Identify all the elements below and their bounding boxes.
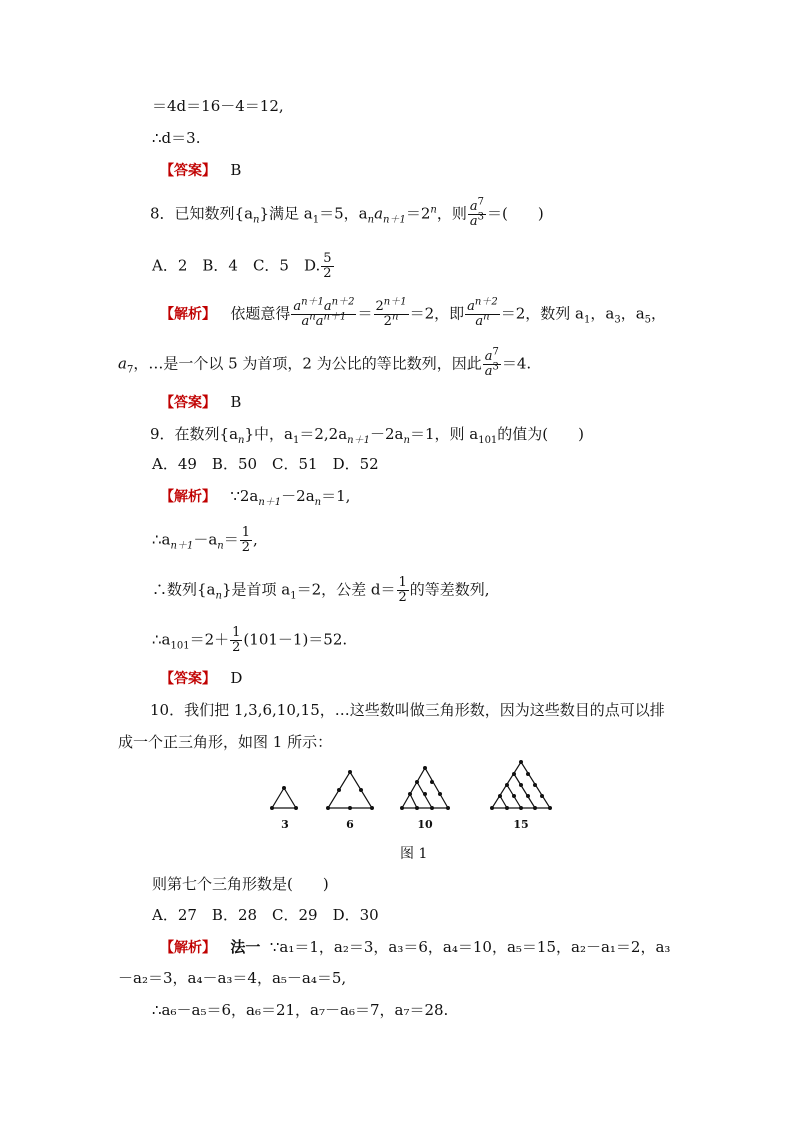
q7-answer-line: 【答案】 B <box>160 161 242 179</box>
q10-options: A．27 B．28 C．29 D．30 <box>152 906 379 924</box>
q9-options: A．49 B．50 C．51 D．52 <box>152 455 379 473</box>
figure-label-15: 15 <box>513 818 529 831</box>
triangle-dots <box>270 760 552 810</box>
q10-question: 则第七个三角形数是( ) <box>152 875 329 893</box>
q9-stem: 9．在数列$\{a_n\}$中，$a_1=2,2a_{n+1}-2a_n=1$，则 $a_{101}$的值为( ) <box>150 425 585 446</box>
q8-analysis-line1: 【解析】 依题意得 $\frac{a^{n+1}a^{n+2}}{a^na^{n+1}}$ ＝ $\frac{2^{n+1}}{2^n}$ ＝2，即 $\frac{a^{n+2}}{a^n}$ ＝2，数列 $a_1$，$a_3$，$a_5$， <box>160 296 667 329</box>
triangle-10 <box>402 768 448 808</box>
q8-stem: 8．已知数列$\{a_n\}$满足 $a_1=5$，$a_na_{n+1}=2^n$，则 $\frac{a^7}{a^3}$ ＝( ) <box>150 196 544 229</box>
q9-analysis-line3: ∴数列$\{a_n\}$是首项 $a_1=2$，公差 d＝ $\frac{1}{2}$ 的等差数列, <box>152 575 490 605</box>
q9-answer-line: 【答案】 D <box>160 669 243 687</box>
q10-analysis-line2: －a₂＝3，a₄－a₃＝4，a₅－a₄＝5, <box>118 969 347 987</box>
q10-stem-line1: 10．我们把 1,3,6,10,15，…这些数叫做三角形数，因为这些数目的点可以排 <box>150 701 665 719</box>
q10-analysis-line3: ∴a₆－a₅＝6，a₆＝21，a₇－a₆＝7，a₇＝28. <box>152 1001 449 1019</box>
answer-tag: 【答案】 <box>160 163 216 179</box>
a7-over-a3: $\frac{a^7}{a^3}$ <box>469 196 484 229</box>
q10-stem-line2: 成一个正三角形，如图 1 所示： <box>118 733 333 751</box>
figure-label-3: 3 <box>281 818 289 831</box>
figure-label-10: 10 <box>417 818 433 831</box>
q8-options: A．2 B．4 C．5 D. $\frac{5}{2}$ <box>152 251 332 281</box>
q10-analysis-line1: 【解析】 法一 ∵a₁＝1，a₂＝3，a₃＝6，a₄＝10，a₅＝15，a₂－a₁＝2，a₃ <box>160 938 671 956</box>
triangle-6 <box>328 772 372 808</box>
calc-line: ＝4d＝16－4＝12, <box>152 97 284 115</box>
analysis-tag: 【解析】 <box>160 306 216 323</box>
q9-analysis-line2: $\therefore a_{n+1}-a_n=$ $\frac{1}{2}$ , <box>152 525 258 555</box>
triangular-numbers-figure <box>260 760 560 820</box>
method-label: 法一 <box>230 938 261 956</box>
q8-answer-line: 【答案】 B <box>160 393 242 411</box>
q8-analysis-line2: $a_7$，…是一个以 5 为首项，2 为公比的等比数列，因此 $\frac{a^7}{a^3}$ ＝4. <box>118 346 532 379</box>
q9-analysis-line4: $\therefore a_{101}=2+$ $\frac{1}{2}$ (101－1)＝52. <box>152 625 348 655</box>
therefore-line: ∴d＝3. <box>152 129 201 147</box>
triangle-3 <box>272 788 296 808</box>
figure-label-6: 6 <box>346 818 354 831</box>
figure-caption: 图 1 <box>400 846 428 862</box>
q9-analysis-line1: 【解析】 $\because 2a_{n+1}-2a_n=1$, <box>160 487 351 508</box>
